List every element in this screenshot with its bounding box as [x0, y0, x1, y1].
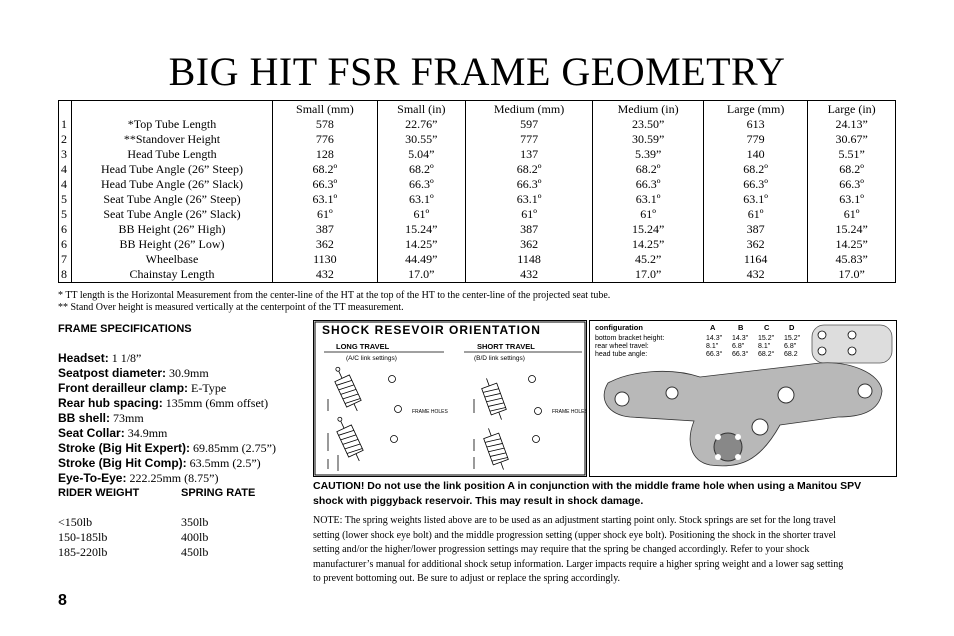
config-value: 66.3°: [732, 351, 749, 358]
table-cell: 432: [465, 267, 592, 283]
table-cell: 66.3º: [808, 177, 896, 192]
table-row: [59, 147, 896, 162]
spring-rate: 450lb: [181, 545, 209, 559]
config-col-c: C: [764, 323, 770, 332]
row-number: 4: [59, 177, 72, 192]
row-number: 2: [59, 132, 72, 147]
spec-value: 1 1/8”: [111, 351, 142, 365]
config-value: 14.3": [706, 335, 723, 342]
table-cell: 128: [273, 147, 378, 162]
config-col-a: A: [710, 323, 716, 332]
spec-item: [58, 366, 298, 381]
table-cell: 1164: [703, 252, 807, 267]
caution-text: CAUTION! Do not use the link position A in conjunction with the middle frame hole when using a Manitou SPV shock with piggyback reservoir. This may result in shock damage.: [313, 480, 862, 507]
rider-weight: 150-185lb: [58, 530, 108, 544]
config-value: 68.2°: [758, 351, 775, 358]
spec-value: E-Type: [191, 381, 227, 395]
table-row: [59, 162, 896, 177]
col-header: Small (mm): [273, 101, 378, 118]
frame-specifications: [58, 322, 298, 486]
table-cell: 63.1º: [808, 192, 896, 207]
table-cell: 68.2º: [808, 162, 896, 177]
spring-note: NOTE: The spring weights listed above are to be used as an adjustment starting point only. Stock springs are set for the long travel setting (lower shock eye bolt) and the middle progression setting (upper shock eye bolt). Positioning the shock in the shorter travel setting and/or the higher/lower progression settings may require that the spring be changed accordingly. Refer to your shock manufacturer’s manual for additional shock setup information. Larger impacts require a higher spring weight and a lower sag setting to prevent bottoming out. Be sure to adjust or replace the spring accordingly.: [313, 515, 844, 584]
table-cell: 66.3º: [593, 177, 704, 192]
spec-key: Rear hub spacing:: [58, 396, 163, 410]
table-cell: 14.25”: [377, 237, 465, 252]
table-cell: 17.0”: [593, 267, 704, 283]
table-cell: 68.2º: [593, 162, 704, 177]
table-cell: 387: [273, 222, 378, 237]
table-cell: 5.04”: [377, 147, 465, 162]
rider-weight-heading: RIDER WEIGHT: [58, 487, 140, 499]
spec-item: [58, 381, 298, 396]
table-cell: 362: [273, 237, 378, 252]
table-cell: 63.1º: [593, 192, 704, 207]
table-cell: 45.2”: [593, 252, 704, 267]
table-cell: 61º: [465, 207, 592, 222]
table-cell: 63.1º: [377, 192, 465, 207]
table-cell: 137: [465, 147, 592, 162]
table-row: [59, 252, 896, 267]
rider-weight: <150lb: [58, 515, 93, 529]
table-cell: 362: [465, 237, 592, 252]
table-row: [59, 207, 896, 222]
spring-rate-heading: SPRING RATE: [181, 487, 256, 499]
table-header-row: [59, 101, 896, 118]
shock-reservoir-figure: [313, 320, 587, 477]
table-cell: 24.13”: [808, 117, 896, 132]
spec-value: 222.25mm (8.75”): [129, 471, 219, 485]
table-cell: 140: [703, 147, 807, 162]
spec-value: 73mm: [113, 411, 144, 425]
table-cell: 578: [273, 117, 378, 132]
table-cell: 779: [703, 132, 807, 147]
tt-note: * TT length is the Horizontal Measurement from the center-line of the HT at the top of the HT to the center-line of the projected seat tube.: [58, 290, 611, 301]
spec-item: [58, 426, 298, 441]
frame-holes-label: FRAME HOLES: [412, 409, 448, 415]
config-value: 15.2": [784, 335, 801, 342]
row-number: 6: [59, 222, 72, 237]
table-cell: 432: [703, 267, 807, 283]
spec-key: Stroke (Big Hit Expert):: [58, 441, 191, 455]
table-row: [59, 177, 896, 192]
spec-item: [58, 441, 298, 456]
page-title: BIG HIT FSR FRAME GEOMETRY: [168, 49, 786, 94]
row-number: 5: [59, 192, 72, 207]
config-row-label: head tube angle:: [595, 351, 648, 358]
table-cell: 63.1º: [273, 192, 378, 207]
row-label: **Standover Height: [72, 132, 273, 147]
table-cell: 432: [273, 267, 378, 283]
table-cell: 1148: [465, 252, 592, 267]
config-col-b: B: [738, 323, 744, 332]
spec-key: Stroke (Big Hit Comp):: [58, 456, 187, 470]
table-cell: 15.24”: [593, 222, 704, 237]
row-number: 3: [59, 147, 72, 162]
row-number: 7: [59, 252, 72, 267]
table-cell: 5.51”: [808, 147, 896, 162]
table-cell: 61º: [593, 207, 704, 222]
table-cell: 22.76”: [377, 117, 465, 132]
table-cell: 66.3º: [465, 177, 592, 192]
shock-fig-title: SHOCK RESEVOIR ORIENTATION: [322, 323, 541, 337]
row-label: Seat Tube Angle (26” Steep): [72, 192, 273, 207]
row-label: Wheelbase: [72, 252, 273, 267]
config-row-label: rear wheel travel:: [595, 343, 649, 350]
table-cell: 66.3º: [273, 177, 378, 192]
spec-value: 34.9mm: [127, 426, 168, 440]
table-row: [59, 192, 896, 207]
frame-holes-label-2: FRAME HOLES: [552, 409, 586, 415]
spec-item: [58, 411, 298, 426]
spec-key: Seat Collar:: [58, 426, 125, 440]
table-cell: 17.0”: [377, 267, 465, 283]
spring-rate: 350lb: [181, 515, 209, 529]
table-row: [59, 222, 896, 237]
spec-key: BB shell:: [58, 411, 111, 425]
spec-value: 69.85mm (2.75”): [193, 441, 277, 455]
config-value: 8.1": [706, 343, 719, 350]
table-row: [59, 117, 896, 132]
table-cell: 61º: [703, 207, 807, 222]
table-cell: 30.59”: [593, 132, 704, 147]
config-value: 6.8": [732, 343, 745, 350]
table-cell: 777: [465, 132, 592, 147]
long-travel-label: LONG TRAVEL: [336, 342, 390, 351]
table-cell: 23.50”: [593, 117, 704, 132]
page-number: 8: [58, 592, 67, 609]
table-cell: 613: [703, 117, 807, 132]
header-num: [59, 101, 72, 118]
row-label: BB Height (26” High): [72, 222, 273, 237]
config-col-d: D: [789, 323, 795, 332]
table-cell: 17.0”: [808, 267, 896, 283]
row-label: Seat Tube Angle (26” Slack): [72, 207, 273, 222]
table-cell: 61º: [273, 207, 378, 222]
spec-key: Headset:: [58, 351, 109, 365]
table-row: [59, 267, 896, 283]
spec-value: 135mm (6mm offset): [165, 396, 269, 410]
spec-item: [58, 396, 298, 411]
rider-row: [58, 530, 298, 545]
link-inset-diagram: [812, 325, 892, 363]
spec-value: 30.9mm: [169, 366, 209, 380]
table-row: [59, 132, 896, 147]
table-cell: 5.39”: [593, 147, 704, 162]
table-cell: 68.2º: [465, 162, 592, 177]
col-header: Large (mm): [703, 101, 807, 118]
spec-key: Eye-To-Eye:: [58, 471, 127, 485]
table-cell: 776: [273, 132, 378, 147]
config-value: 68.2: [784, 351, 798, 358]
row-number: 8: [59, 267, 72, 283]
configuration-figure: [589, 320, 897, 477]
config-value: 8.1": [758, 343, 771, 350]
table-row: [59, 237, 896, 252]
long-travel-sub: (A/C link settings): [346, 355, 397, 362]
col-header: Large (in): [808, 101, 896, 118]
table-cell: 387: [465, 222, 592, 237]
table-cell: 14.25”: [808, 237, 896, 252]
spec-value: 63.5mm (2.5”): [189, 456, 261, 470]
config-value: 15.2": [758, 335, 775, 342]
spring-rate: 400lb: [181, 530, 209, 544]
short-travel-shock-diagram: [474, 376, 542, 473]
table-cell: 45.83”: [808, 252, 896, 267]
rider-weight-table: [58, 486, 298, 560]
table-cell: 66.3º: [377, 177, 465, 192]
table-cell: 597: [465, 117, 592, 132]
short-travel-label: SHORT TRAVEL: [477, 342, 535, 351]
table-notes: [58, 290, 610, 314]
swing-link-diagram: [604, 363, 882, 466]
spec-item: [58, 456, 298, 471]
row-number: 1: [59, 117, 72, 132]
spec-item: [58, 471, 298, 486]
table-cell: 66.3º: [703, 177, 807, 192]
header-label: [72, 101, 273, 118]
row-label: Head Tube Angle (26” Slack): [72, 177, 273, 192]
table-cell: 63.1º: [465, 192, 592, 207]
config-value: 66.3°: [706, 351, 723, 358]
long-travel-shock-diagram: [328, 364, 402, 471]
row-number: 6: [59, 237, 72, 252]
table-cell: 68.2º: [703, 162, 807, 177]
config-value: 6.8": [784, 343, 797, 350]
spec-item: [58, 351, 298, 366]
table-cell: 1130: [273, 252, 378, 267]
row-label: *Top Tube Length: [72, 117, 273, 132]
standover-note: ** Stand Over height is measured vertically at the centerpoint of the TT measurement.: [58, 302, 404, 313]
row-label: Chainstay Length: [72, 267, 273, 283]
config-row-label: bottom bracket height:: [595, 335, 665, 342]
config-heading: configuration: [595, 323, 643, 332]
rider-weight: 185-220lb: [58, 545, 108, 559]
spec-key: Seatpost diameter:: [58, 366, 167, 380]
row-label: Head Tube Length: [72, 147, 273, 162]
spec-heading: FRAME SPECIFICATIONS: [58, 323, 192, 335]
row-number: 5: [59, 207, 72, 222]
table-cell: 387: [703, 222, 807, 237]
col-header: Medium (in): [593, 101, 704, 118]
rider-row: [58, 545, 298, 560]
col-header: Small (in): [377, 101, 465, 118]
table-cell: 15.24”: [377, 222, 465, 237]
table-cell: 14.25”: [593, 237, 704, 252]
table-cell: 68.2º: [273, 162, 378, 177]
table-cell: 362: [703, 237, 807, 252]
col-header: Medium (mm): [465, 101, 592, 118]
short-travel-sub: (B/D link settings): [474, 355, 525, 362]
row-number: 4: [59, 162, 72, 177]
row-label: BB Height (26” Low): [72, 237, 273, 252]
table-cell: 30.55”: [377, 132, 465, 147]
table-cell: 44.49”: [377, 252, 465, 267]
spec-key: Front derailleur clamp:: [58, 381, 189, 395]
table-cell: 68.2º: [377, 162, 465, 177]
table-cell: 30.67”: [808, 132, 896, 147]
table-cell: 63.1º: [703, 192, 807, 207]
table-cell: 15.24”: [808, 222, 896, 237]
table-cell: 61º: [377, 207, 465, 222]
geometry-table: [58, 100, 896, 283]
config-value: 14.3": [732, 335, 749, 342]
table-cell: 61º: [808, 207, 896, 222]
rider-row: [58, 515, 298, 530]
row-label: Head Tube Angle (26” Steep): [72, 162, 273, 177]
